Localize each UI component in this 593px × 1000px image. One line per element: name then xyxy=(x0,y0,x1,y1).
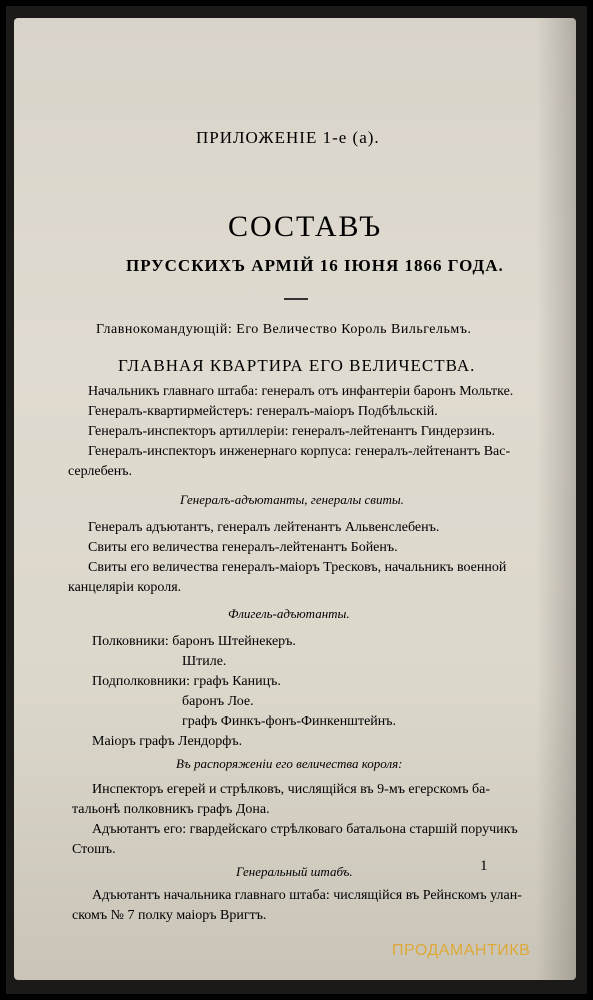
text-line: скомъ № 7 полку маіоръ Вригтъ. xyxy=(72,908,267,923)
title-divider xyxy=(284,298,308,300)
text-line: Свиты его величества генералъ-маіоръ Тресковъ, начальникъ военной xyxy=(88,560,507,575)
text-line: канцеляріи короля. xyxy=(68,580,182,595)
text-line: Штиле. xyxy=(182,654,227,669)
text-line: серлебенъ. xyxy=(68,464,132,479)
text-line: Инспекторъ егерей и стрѣлковъ, числящійся въ 9-мъ егерскомъ ба- xyxy=(92,782,491,797)
text-line: Генералъ-квартирмейстеръ: генералъ-маіоръ Подбѣльскій. xyxy=(88,404,438,419)
section-heading: Генералъ-адъютанты, генералы свиты. xyxy=(180,492,404,507)
text-line: Подполковники: графъ Каницъ. xyxy=(92,674,281,689)
text-line: Стошъ. xyxy=(72,842,116,857)
page-number: 1 xyxy=(480,858,488,874)
text-line: Полковники: баронъ Штейнекеръ. xyxy=(92,634,296,649)
page-subtitle: ПРУССКИХЪ АРМІЙ 16 ІЮНЯ 1866 ГОДА. xyxy=(126,256,504,275)
text-line: Маіоръ графъ Лендорфъ. xyxy=(92,734,243,749)
text-line: баронъ Лое. xyxy=(182,694,254,709)
page-curl-shadow xyxy=(536,18,576,980)
appendix-label: ПРИЛОЖЕНІЕ 1-е (а). xyxy=(196,128,380,147)
text-line: Адъютантъ начальника главнаго штаба: числящійся въ Рейнскомъ улан- xyxy=(92,888,522,903)
text-line: Свиты его величества генералъ-лейтенантъ Бойенъ. xyxy=(88,540,398,555)
section-heading: Флигель-адъютанты. xyxy=(228,606,350,621)
text-line: графъ Финкъ-фонъ-Финкенштейнъ. xyxy=(182,714,397,729)
section-heading: Въ распоряженіи его величества короля: xyxy=(176,756,403,771)
watermark: ПРОДАМАНТИКВ xyxy=(392,942,531,959)
page-title: СОСТАВЪ xyxy=(228,210,383,243)
text-line: Генералъ-инспекторъ инженернаго корпуса: генералъ-лейтенантъ Вас- xyxy=(88,444,511,459)
text-line: тальонѣ полковникъ графъ Дона. xyxy=(72,802,270,817)
section-heading: Генеральный штабъ. xyxy=(236,864,353,879)
text-line: Начальникъ главнаго штаба: генералъ отъ инфантеріи баронъ Мольтке. xyxy=(88,384,514,399)
text-line: Генералъ адъютантъ, генералъ лейтенантъ Альвенслебенъ. xyxy=(88,520,440,535)
commander-line: Главнокомандующій: Его Величество Король Вильгельмъ. xyxy=(96,322,472,337)
text-line: Адъютантъ его: гвардейскаго стрѣлковаго батальона старшій поручикъ xyxy=(92,822,518,837)
text-line: Генералъ-инспекторъ артиллеріи: генералъ-лейтенантъ Гиндерзинъ. xyxy=(88,424,496,439)
hq-heading: ГЛАВНАЯ КВАРТИРА ЕГО ВЕЛИЧЕСТВА. xyxy=(118,356,476,375)
